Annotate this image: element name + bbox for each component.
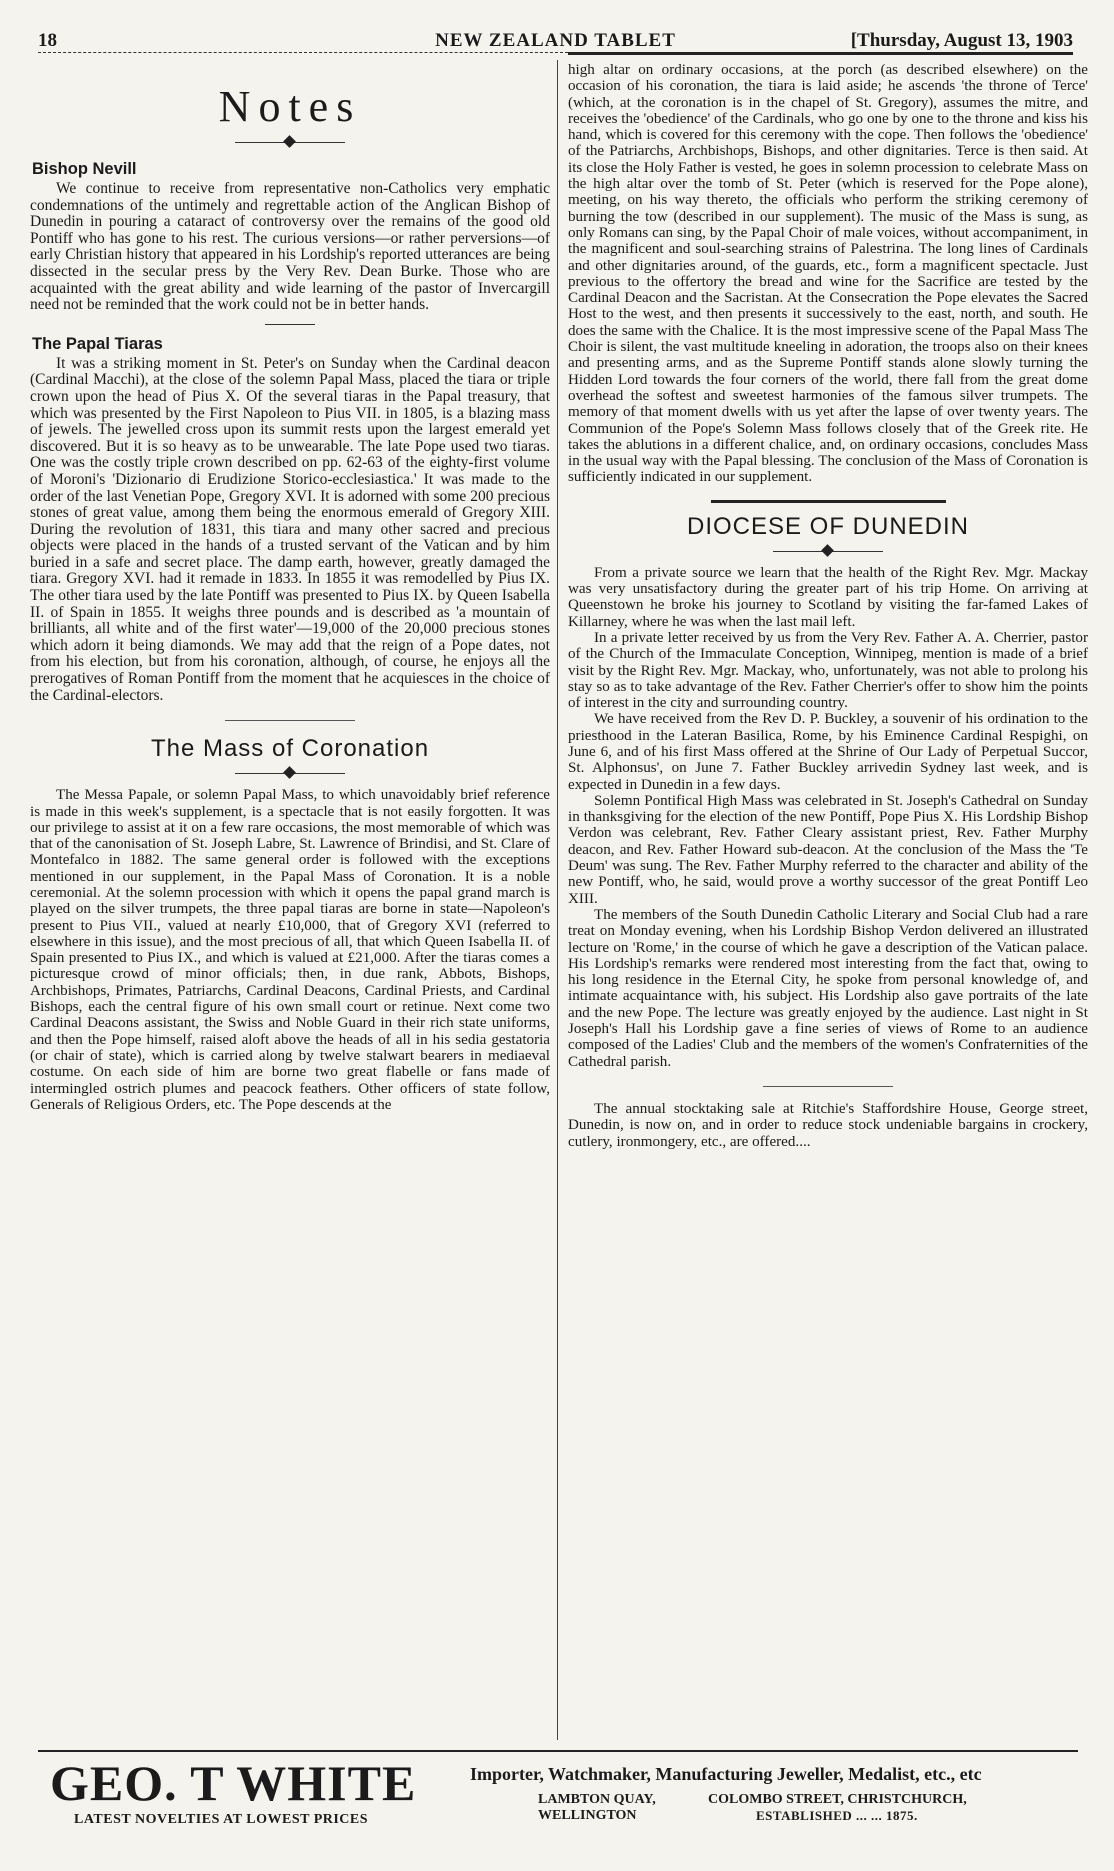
section-rule	[225, 720, 355, 721]
advertiser-tagline: LATEST NOVELTIES AT LOWEST PRICES	[74, 1812, 369, 1827]
address-wellington-city: WELLINGTON	[538, 1808, 637, 1823]
section-rule-thick	[711, 500, 946, 503]
advertisement	[38, 1750, 1078, 1850]
section-rule	[265, 324, 315, 325]
paper-title: NEW ZEALAND TABLET	[435, 30, 676, 51]
papal-tiaras-heading: The Papal Tiaras	[32, 334, 163, 353]
ornament-divider	[30, 765, 550, 781]
address-wellington-street: LAMBTON QUAY,	[538, 1792, 656, 1807]
issue-date: [Thursday, August 13, 1903	[850, 30, 1073, 51]
page-number: 18	[38, 30, 57, 51]
section-rule	[763, 1086, 893, 1087]
diocese-paragraph: In a private letter received by us from the Very Rev. Father A. A. Cherrier, pastor of the Church of the Immaculate Conception, Winnipeg, mention is made of a brief visit by the Right Rev. Mgr. Mackay, who, unfortunately, was not able to prolong his stay so as to take advantage of the Rev. Father Cherrier's offer to show him the points of interest in the city and surrounding country.	[568, 629, 1088, 712]
left-column	[30, 62, 550, 1113]
right-column	[568, 62, 1088, 1150]
address-christchurch: COLOMBO STREET, CHRISTCHURCH,	[708, 1792, 967, 1807]
stocktaking-paragraph: The annual stocktaking sale at Ritchie's Staffordshire House, George street, Dunedin, is now on, and in order to reduce stock undeniable bargains in crockery, cutlery, ironmongery, etc., are offered....	[568, 1100, 1088, 1150]
column-divider	[557, 60, 558, 1740]
header-rule-left	[38, 52, 568, 53]
advertisement-rule	[38, 1750, 1078, 1752]
diocese-title: DIOCESE OF DUNEDIN	[686, 512, 970, 540]
advertiser-name: GEO. T WHITE	[50, 1755, 417, 1811]
diocese-paragraph: The members of the South Dunedin Catholic Literary and Social Club had a rare treat on Monday evening, when his Lordship Bishop Verdon delivered an illustrated lecture on 'Rome,' in the course of which he gave a description of the Vatican palace. His Lordship's remarks were rendered most interesting from the fact that, owing to his long residence in the Eternal City, he spoke from personal knowledge of, and intimate acquaintance with, his subject. His Lordship also gave portraits of the late and the new Pope. The lecture was greatly enjoyed by the audience. Last night in St Joseph's Hall his Lordship gave a fine series of views of Rome to an audience composed of the Ladies' Club and the members of the women's Confraternities of the Cathedral parish.	[568, 906, 1088, 1070]
bishop-nevill-paragraph: We continue to receive from representative non-Catholics very emphatic condemnations of the untimely and regrettable action of the Anglican Bishop of Dunedin in pouring a cataract of controversy over the remains of the good old Pontiff who has gone to his rest. The curious versions—or rather perversions—of early Christian history that appeared in his Lordship's reported utterances are being dissected in the secular press by the Very Rev. Dean Burke. Those who are acquainted with the great ability and wide learning of the pastor of Invercargill need not be reminded that the work could not be in better hands.	[30, 180, 550, 314]
header-rule-right	[568, 52, 1073, 55]
bishop-nevill-heading: Bishop Nevill	[32, 160, 137, 178]
mass-continuation-paragraph: high altar on ordinary occasions, at the porch (as described elsewhere) on the occasion of his coronation, the tiara is laid aside; he ascends 'the throne of Terce' (which, at the coronation is in the chapel of St. Gregory), assumes the mitre, and receives the 'obedience' of the Cardinals, who go one by one to the throne and kiss his hand, which is covered for this ceremony with the cope. Then follows the 'obedience' of the Patriarchs, Archbishops, Bishops, and other dignitaries. Terce is then said. At its close the Holy Father is vested, he goes in solemn procession to celebrate Mass on the high altar over the tomb of St. Peter (which is reserved for the Pope alone), meeting, on his way thereto, the officials who perform the striking ceremony of burning the tow (described in our supplement). The music of the Mass is sung, as only Romans can sing, by the Papal Choir of male voices, without accompaniment, in the magnificent and soul-searching strains of Palestrina. The long lines of Cardinals and other dignitaries around, of the guards, etc., form a magnificent spectacle. Just previous to the offertory the bread and wine for the Sacrifice are tested by the Cardinal Deacon and the Sacristan. At the Consecration the Pope elevates the Sacred Host to the west, and then presents it successively to the east, north, and south. He does the same with the Chalice. It is the most impressive scene of the Papal Mass The Choir is silent, the vast multitude kneeling in adoration, the troops also on their knees and presenting arms, and as the Supreme Pontiff stands alone slowly turning the Hidden Lord towards the four corners of the world, there fall from the great dome overhead the softest and sweetest harmonies of the famous silver trumpets. The memory of that moment dwells with us yet after the lapse of over twenty years. The Communion of the Pope's Solemn Mass follows closely that of the Greek rite. He takes the ablutions in a different chalice, and, on ordinary occasions, concludes Mass in the usual way with the Papal blessing. The conclusion of the Mass of Coronation is sufficiently indicated in our supplement.	[568, 62, 1088, 486]
diocese-paragraph: From a private source we learn that the health of the Right Rev. Mgr. Mackay was very unsatisfactory during the greater part of his trip Home. On arriving at Queenstown he broke his journey to Scotland by visiting the far-famed Lakes of Killarney, where he was when the last mail left.	[568, 564, 1088, 630]
advertiser-trades: Importer, Watchmaker, Manufacturing Jeweller, Medalist, etc., etc	[470, 1764, 982, 1784]
ornament-divider	[30, 134, 550, 150]
diocese-paragraph: Solemn Pontifical High Mass was celebrated in St. Joseph's Cathedral on Sunday in thanksgiving for the election of the new Pontiff, Pope Pius X. His Lordship Bishop Verdon was celebrant, Rev. Father Cleary assistant priest, Rev. Father Murphy deacon, and Rev. Father Howard sub-deacon. At the conclusion of the Mass the 'Te Deum' was sung. The Rev. Father Murphy referred to the character and ability of the new Pontiff, who, he said, would prove a worthy successor of the great Pontiff Leo XIII.	[568, 792, 1088, 907]
mass-of-coronation-title: The Mass of Coronation	[150, 735, 430, 763]
mass-of-coronation-paragraph: The Messa Papale, or solemn Papal Mass, to which unavoidably brief reference is made in this week's supplement, is a spectacle that is not easily forgotten. It was our privilege to assist at it on a few rare occasions, the most memorable of which was that of the canonisation of St. Joseph Labre, St. Lawrence of Brindisi, and St. Clare of Montefalco in 1882. The same general order is followed with the exceptions mentioned in our supplement, in the Papal Mass of Coronation. It is a noble ceremonial. At the solemn procession with which it opens the papal grand march is played on the silver trumpets, the three papal tiaras are borne in state—Napoleon's present to Pius VII., valued at nearly £10,000, that of Gregory XVI (referred to elsewhere in this issue), and the most precious of all, that which Queen Isabella II. of Spain presented to Pius IX., and which is valued at £21,000. After the tiaras comes a picturesque crowd of minor officials; then, in due rank, Abbots, Bishops, Archbishops, Primates, Patriarchs, Cardinal Deacons, Cardinal Priests, and Cardinal Bishops, each the central figure of his own small court or retinue. Next come two Cardinal Deacons assistant, the Swiss and Noble Guard in their rich state uniforms, and then the Pope himself, raised aloft above the heads of all in his sedia gestatoria (or chair of state), which is carried along by twelve stalwart bearers in mediaeval costume. On each side of him are borne two great flabelle or fans made of intermingled ostrich plumes and peacock feathers. Other officers of state follow, Generals of Religious Orders, etc. The Pope descends at the	[30, 787, 550, 1113]
notes-title: Notes	[218, 82, 362, 131]
established-year: ESTABLISHED ... ... 1875.	[756, 1808, 918, 1823]
diocese-paragraph: We have received from the Rev D. P. Buckley, a souvenir of his ordination to the priesthood in the Lateran Basilica, Rome, by his Eminence Cardinal Respighi, on June 6, and of his first Mass offered at the Shrine of Our Lady of Perpetual Succor, St. Alphonsus', on June 7. Father Buckley arrivedin Sydney last week, and is expected in Dunedin in a few days.	[568, 711, 1088, 793]
papal-tiaras-paragraph: It was a striking moment in St. Peter's on Sunday when the Cardinal deacon (Cardinal Macchi), at the close of the solemn Papal Mass, placed the tiara or triple crown upon the head of Pius X. Of the several tiaras in the Papal treasury, that which was presented by the First Napoleon to Pius VII. in 1805, is a blazing mass of jewels. The jewelled cross upon its summit rests upon the largest emerald yet discovered. But it is so heavy as to be unwearable. The late Pope used two tiaras. One was the costly triple crown described on pp. 62-63 of the eighty-first volume of Moroni's 'Dizionario di Erudizione Storico-ecclesiastica.' It was made to the order of the last Venetian Pope, Gregory XVI. It is adorned with some 200 precious stones of great value, among them being the enormous emerald of Gregory XIII. During the revolution of 1831, this tiara and many other sacred and precious objects were placed in the hands of a trusted servant of the Vatican and by him buried in a safe and secret place. The damp earth, however, greatly damaged the tiara. Gregory XVI. had it remade in 1833. In 1855 it was remodelled by Pius IX. The other tiara used by the late Pontiff was presented to Pius IX. by Queen Isabella II. of Spain in 1855. It weighs three pounds and is described as 'a mountain of brilliants, all white and of the first water'—19,000 of the 20,000 precious stones which adorn it being diamonds. We may add that the reign of a Pope dates, not from his election, but from his coronation, although, of course, he enjoys all the prerogatives of Roman Pontiff from the moment that he acquiesces in the choice of the Cardinal-electors.	[30, 354, 550, 704]
ornament-divider	[568, 543, 1088, 559]
